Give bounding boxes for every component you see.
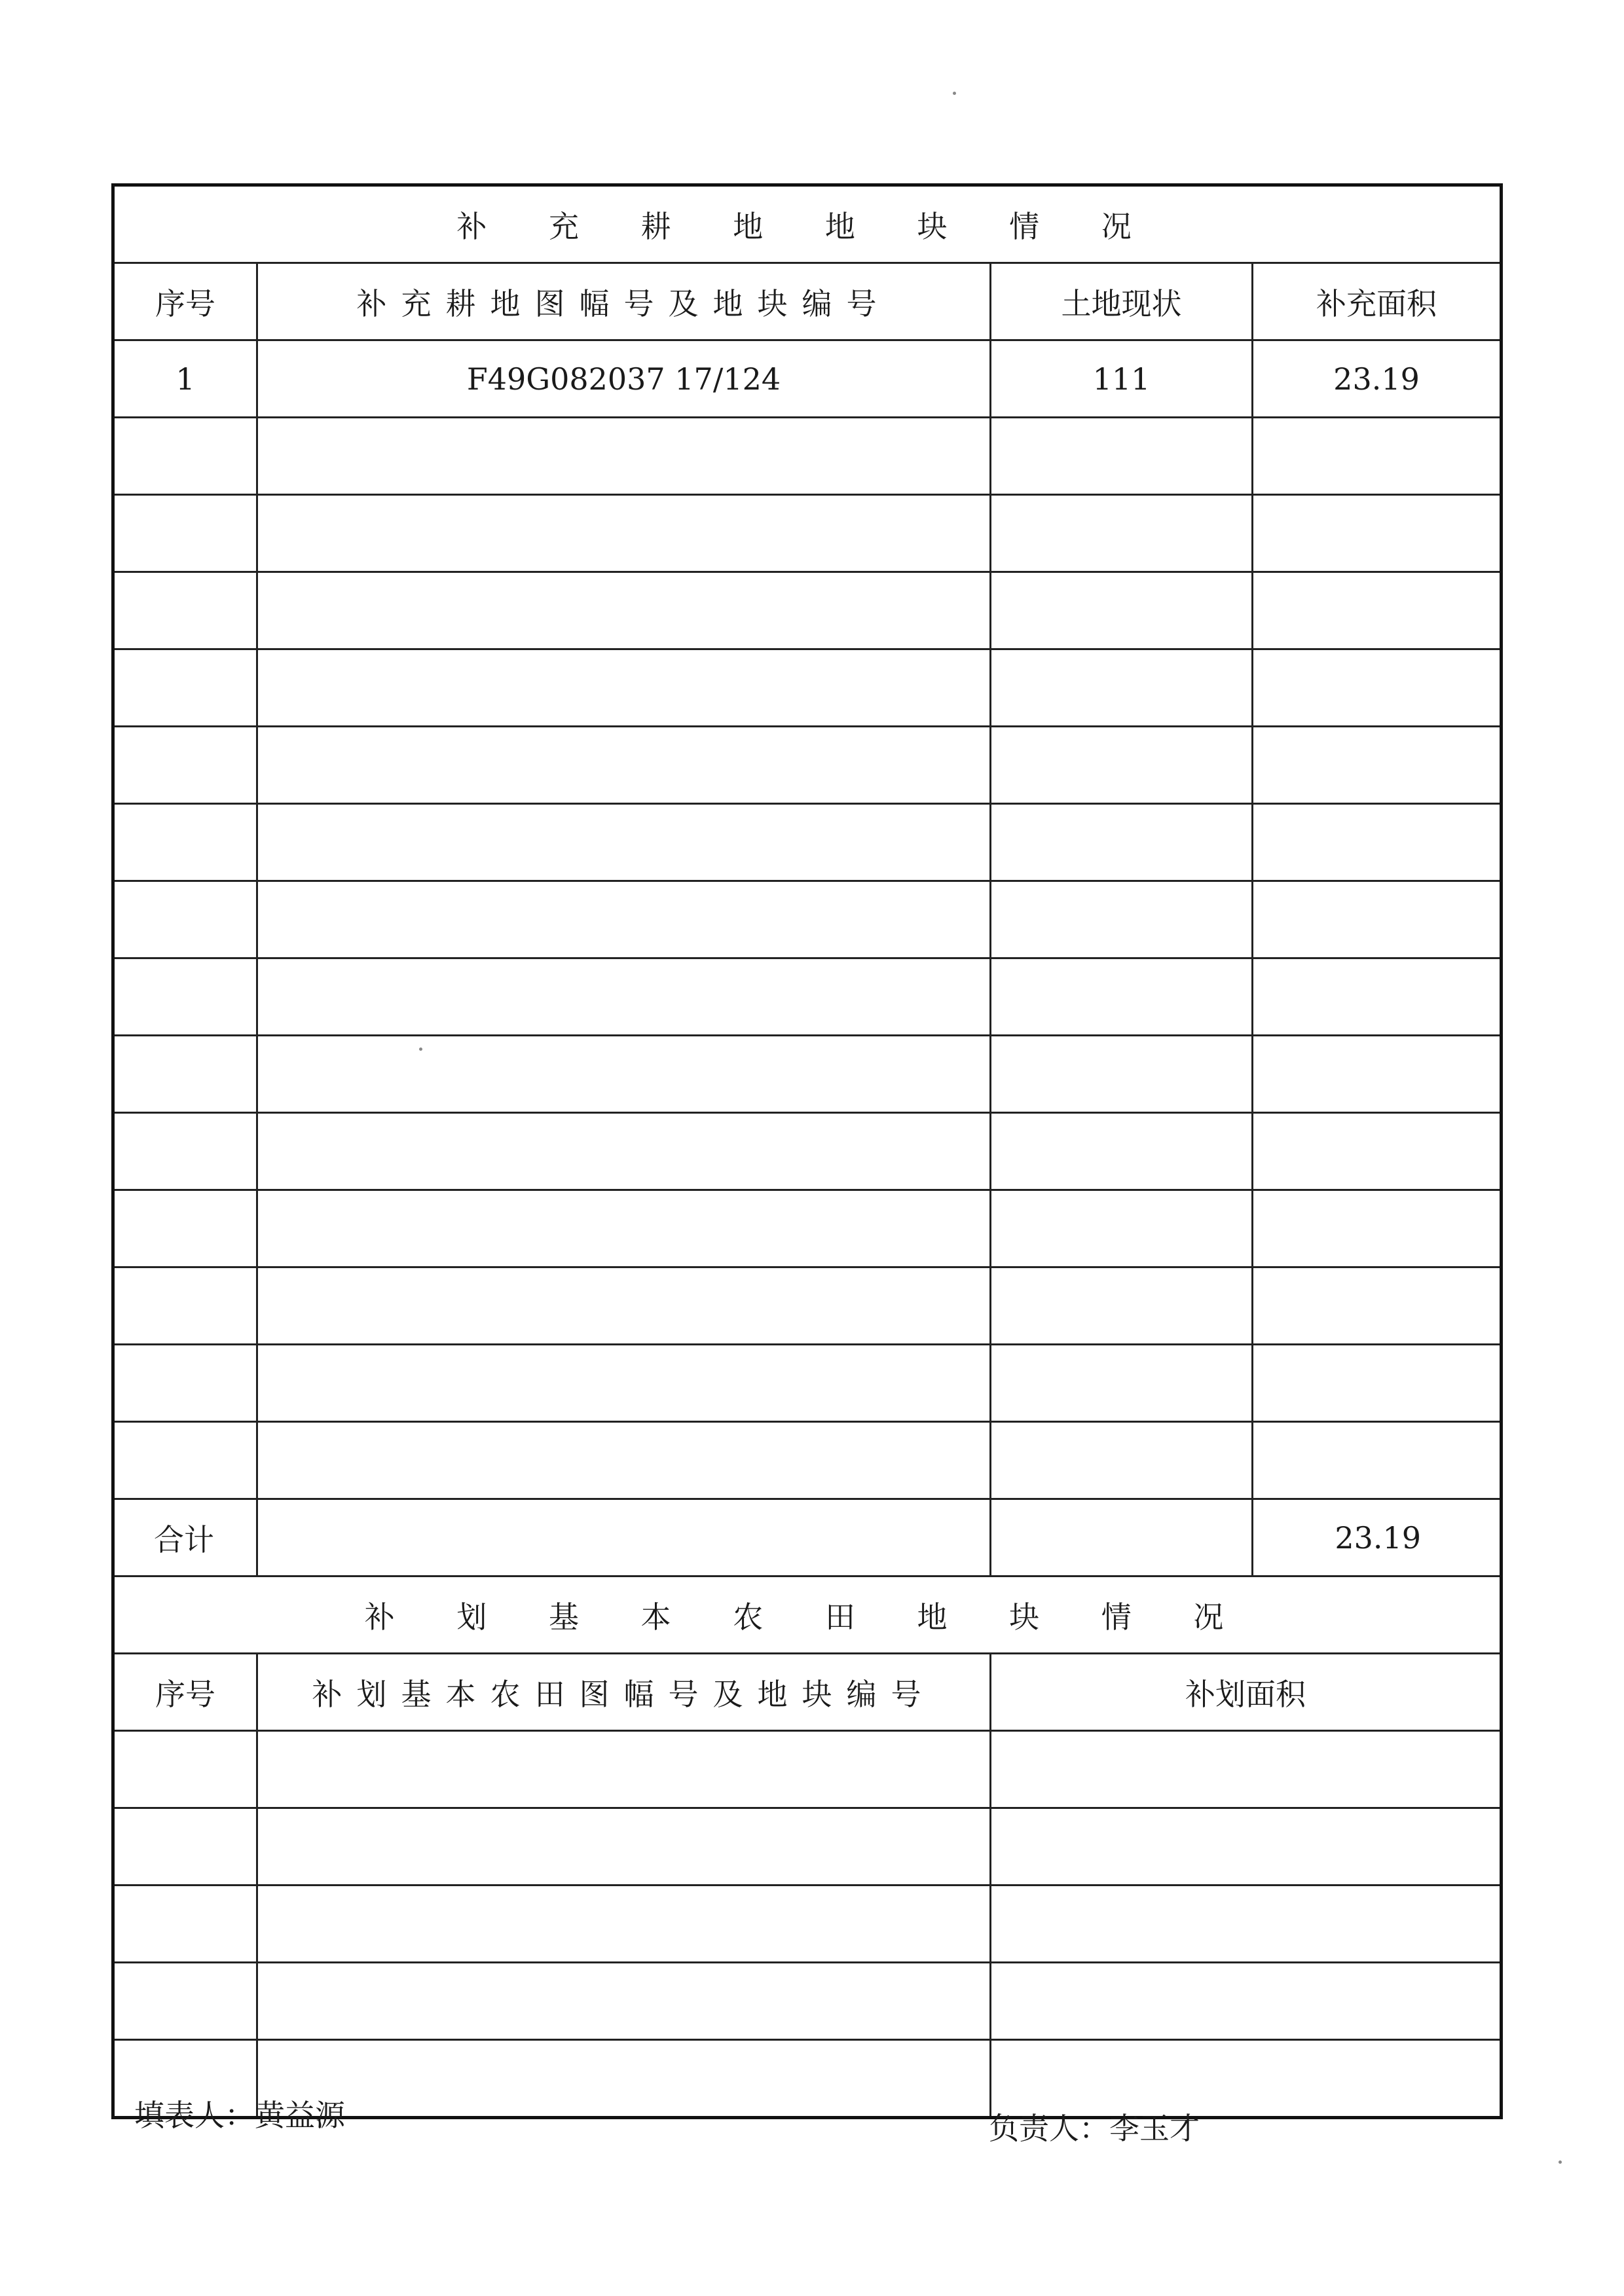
s1-cell-land-status [991,1345,1253,1422]
s1-cell-index [113,495,257,572]
table-row [113,418,1502,495]
s2-cell-index [113,1963,257,2040]
s1-cell-map-parcel-no [257,881,991,958]
s1-cell-land-status [991,1113,1253,1190]
s1-cell-area [1253,881,1502,958]
s2-cell-map-parcel-no [257,1886,991,1963]
table-row [113,572,1502,649]
total-label: 合计 [113,1499,257,1576]
section2-title: 补 划 基 本 农 田 地 块 情 况 [113,1576,1502,1654]
s1-cell-map-parcel-no [257,1113,991,1190]
total-blank [257,1499,991,1576]
section1-title: 补 充 耕 地 地 块 情 况 [113,185,1502,263]
table-row [113,1036,1502,1113]
responsible-signature: 负责人：李玉才 [989,2111,1200,2146]
s1-cell-area [1253,1036,1502,1113]
s1-cell-area: 23.19 [1253,340,1502,418]
s1-cell-area [1253,1422,1502,1499]
s1-cell-land-status [991,727,1253,804]
s1-cell-index [113,727,257,804]
total-blank [991,1499,1253,1576]
scan-speck [953,92,956,95]
s1-cell-index [113,418,257,495]
s1-cell-map-parcel-no [257,958,991,1036]
total-row [113,1499,1502,1576]
table-row [113,1190,1502,1267]
s1-cell-land-status [991,495,1253,572]
s1-cell-land-status: 111 [991,340,1253,418]
s1-cell-index [113,1345,257,1422]
s2-cell-map-parcel-no [257,1731,991,1808]
table-row [113,340,1502,418]
s1-cell-area [1253,1190,1502,1267]
s1-cell-area [1253,1345,1502,1422]
s2-header-area: 补划面积 [991,1654,1502,1731]
s1-cell-land-status [991,418,1253,495]
s1-cell-land-status [991,1267,1253,1345]
table-row [113,804,1502,881]
s1-cell-index [113,1036,257,1113]
s1-cell-area [1253,649,1502,727]
s1-cell-land-status [991,1190,1253,1267]
table-row [113,1345,1502,1422]
s1-header-index: 序号 [113,263,257,340]
land-parcel-table [111,183,1503,2119]
s1-cell-map-parcel-no [257,418,991,495]
table-row [113,495,1502,572]
s1-cell-index [113,881,257,958]
s2-cell-index [113,1886,257,1963]
table-row [113,1267,1502,1345]
s1-cell-land-status [991,649,1253,727]
s1-cell-map-parcel-no [257,1190,991,1267]
s1-cell-area [1253,1267,1502,1345]
s1-cell-area [1253,727,1502,804]
s2-header-index: 序号 [113,1654,257,1731]
s2-cell-index [113,1808,257,1886]
s2-header-map-parcel-no: 补划基本农田图幅号及地块编号 [257,1654,991,1731]
s2-cell-map-parcel-no [257,2040,991,2118]
s1-cell-map-parcel-no [257,1345,991,1422]
table-row [113,727,1502,804]
s1-cell-index [113,572,257,649]
s1-cell-index [113,649,257,727]
s1-cell-map-parcel-no: F49G082037 17/124 [257,340,991,418]
table-row [113,649,1502,727]
s1-cell-land-status [991,1036,1253,1113]
s2-cell-area [991,1808,1502,1886]
table-row [113,1731,1502,1808]
s2-cell-area [991,1963,1502,2040]
s1-cell-land-status [991,804,1253,881]
s1-cell-map-parcel-no [257,649,991,727]
s1-cell-area [1253,804,1502,881]
s1-cell-index [113,1422,257,1499]
s1-cell-index [113,1190,257,1267]
scan-speck [419,1048,422,1051]
s1-header-map-parcel-no: 补充耕地图幅号及地块编号 [257,263,991,340]
table-row [113,1422,1502,1499]
s1-cell-map-parcel-no [257,495,991,572]
s1-cell-map-parcel-no [257,572,991,649]
s2-cell-map-parcel-no [257,1808,991,1886]
scan-speck [1559,2160,1562,2164]
s1-cell-index: 1 [113,340,257,418]
s1-cell-area [1253,1113,1502,1190]
table-row [113,1808,1502,1886]
s1-cell-index [113,804,257,881]
s1-cell-map-parcel-no [257,1267,991,1345]
table-row [113,958,1502,1036]
s1-cell-land-status [991,1422,1253,1499]
s2-cell-map-parcel-no [257,1963,991,2040]
filler-signature: 填表人：黄益源 [134,2098,345,2133]
s1-cell-area [1253,572,1502,649]
s2-cell-index [113,1731,257,1808]
s2-cell-area [991,1886,1502,1963]
s1-cell-index [113,1267,257,1345]
s1-cell-area [1253,958,1502,1036]
s1-header-area: 补充面积 [1253,263,1502,340]
s1-cell-land-status [991,881,1253,958]
s1-cell-map-parcel-no [257,1036,991,1113]
table-row [113,881,1502,958]
s1-cell-land-status [991,572,1253,649]
table-row [113,1113,1502,1190]
s1-cell-land-status [991,958,1253,1036]
s1-cell-map-parcel-no [257,727,991,804]
s1-cell-area [1253,418,1502,495]
s1-cell-area [1253,495,1502,572]
table-row [113,1886,1502,1963]
s1-cell-index [113,958,257,1036]
s1-header-land-status: 土地现状 [991,263,1253,340]
table-row [113,1963,1502,2040]
s1-cell-index [113,1113,257,1190]
total-area-value: 23.19 [1253,1499,1502,1576]
s1-cell-map-parcel-no [257,1422,991,1499]
s2-cell-area [991,1731,1502,1808]
s1-cell-map-parcel-no [257,804,991,881]
